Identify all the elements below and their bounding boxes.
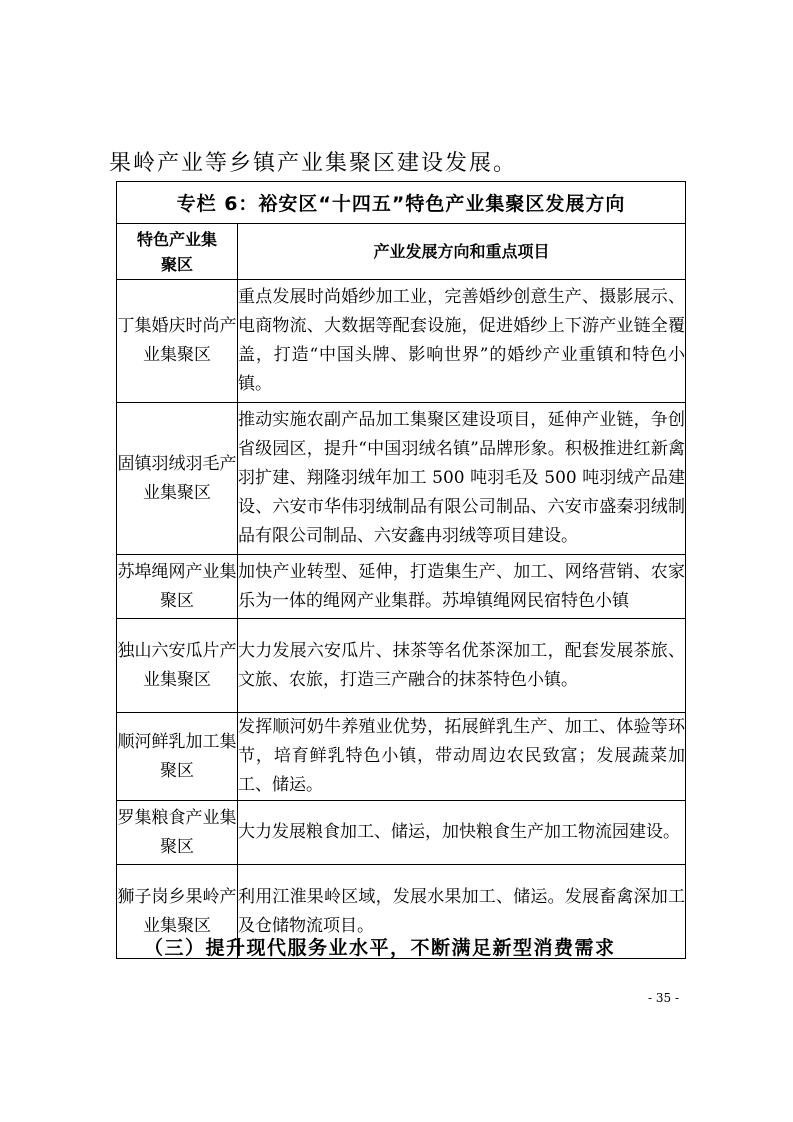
table-row	[117, 801, 686, 865]
table-row	[117, 713, 686, 801]
cluster-description: 加快产业转型、延伸，打造集生产、加工、网络营销、农家乐为一体的绳网产业集群。苏埠镇绳网民宿特色小镇	[238, 555, 686, 619]
intro-paragraph: 果岭产业等乡镇产业集聚区建设发展。	[109, 151, 518, 176]
page-number: - 35 -	[648, 991, 680, 1005]
cluster-name: 固镇羽绒羽毛产业集聚区	[117, 403, 238, 555]
table-caption: 专栏 6：裕安区“十四五”特色产业集聚区发展方向	[117, 182, 686, 224]
table-row	[117, 555, 686, 619]
cluster-description: 推动实施农副产品加工集聚区建设项目，延伸产业链，争创省级园区，提升“中国羽绒名镇”品牌形象。积极推进红新禽羽扩建、翔隆羽绒年加工 500 吨羽毛及 500 吨羽绒产品建设、六安市华伟羽绒制品有限公司制品、六安市盛秦羽绒制品有限公司制品、六安鑫冉羽绒等项目建设。	[238, 403, 686, 555]
cluster-description: 发挥顺河奶牛养殖业优势，拓展鲜乳生产、加工、体验等环节，培育鲜乳特色小镇，带动周边农民致富；发展蔬菜加工、储运。	[238, 713, 686, 801]
cluster-description: 利用江淮果岭区域，发展水果加工、储运。发展畜禽深加工及仓储物流项目。	[238, 865, 686, 959]
cluster-description: 重点发展时尚婚纱加工业，完善婚纱创意生产、摄影展示、电商物流、大数据等配套设施，促进婚纱上下游产业链全覆盖，打造“中国头牌、影响世界”的婚纱产业重镇和特色小镇。	[238, 280, 686, 403]
cluster-description: 大力发展六安瓜片、抹茶等名优茶深加工，配套发展茶旅、文旅、农旅，打造三产融合的抹茶特色小镇。	[238, 619, 686, 713]
column-header-cluster: 特色产业集聚区	[117, 224, 238, 280]
cluster-name: 独山六安瓜片产业集聚区	[117, 619, 238, 713]
cluster-name: 丁集婚庆时尚产业集聚区	[117, 280, 238, 403]
table-caption-row	[117, 182, 686, 224]
cluster-description: 大力发展粮食加工、储运，加快粮食生产加工物流园建设。	[238, 801, 686, 865]
cluster-name: 罗集粮食产业集聚区	[117, 801, 238, 865]
section-heading: （三）提升现代服务业水平，不断满足新型消费需求	[144, 937, 616, 959]
table-header-row	[117, 224, 686, 280]
feature-industry-table	[116, 181, 686, 959]
cluster-name: 狮子岗乡果岭产业集聚区	[117, 865, 238, 959]
table-row	[117, 280, 686, 403]
cluster-name: 顺河鲜乳加工集聚区	[117, 713, 238, 801]
table-row	[117, 403, 686, 555]
cluster-name: 苏埠绳网产业集聚区	[117, 555, 238, 619]
table-row	[117, 619, 686, 713]
column-header-direction: 产业发展方向和重点项目	[238, 224, 686, 280]
